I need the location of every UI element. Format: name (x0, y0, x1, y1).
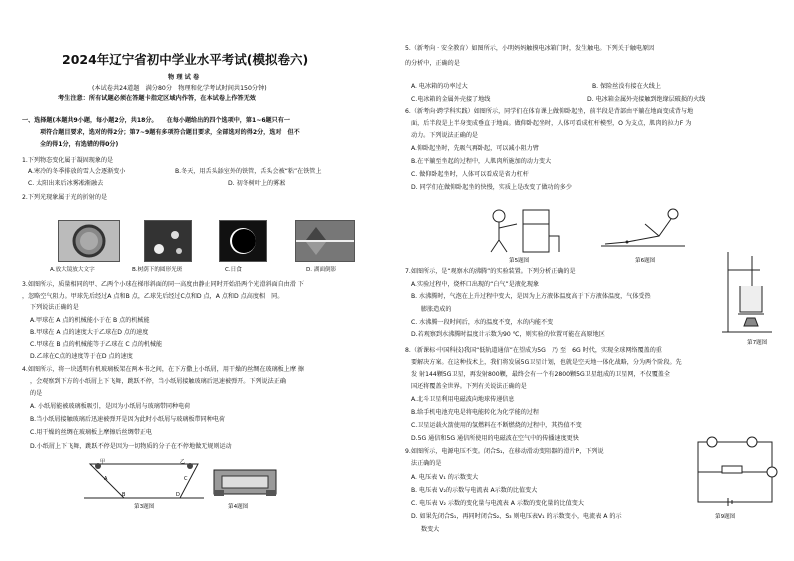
pivot-o (626, 241, 629, 244)
tree-shadow-photo (144, 220, 192, 262)
fig3-label-yi: 乙 (180, 459, 186, 465)
q5-line2: 的分析中，正确的是 (405, 60, 460, 67)
q4-option-c: C.用干燥的丝绸在玻璃板上摩擦后丝绸带正电 (30, 429, 152, 436)
subject-title: 物 理 试 卷 (168, 74, 200, 81)
fig7-boiling-setup (722, 250, 774, 336)
magnifier-photo (58, 220, 120, 262)
exam-info: (本试卷共24道题 满分80分 物理和化学考试时间共150分钟) (92, 85, 267, 92)
fig3-caption: 第3题图 (134, 504, 155, 510)
q6-line3: 动力。下列说法正确的是 (411, 132, 479, 139)
exam-title: 2024年辽宁省初中学业水平考试(模拟卷六) (62, 52, 309, 67)
ball-yi (187, 463, 193, 469)
q2-caption-d: D. 湖面倒影 (306, 267, 337, 273)
fig6-situp-diagram (597, 206, 689, 250)
q9-option-b: B. 电压表 V₂的示数与电流表 A示数的比值变大 (411, 487, 538, 494)
reflection-icon (296, 221, 354, 261)
q6-line1: 6.（新考向·跨学科实践）如图所示，同学们在体育课上做仰卧起坐，前半段是背部由平躺在地面变成背与地 (405, 108, 694, 115)
fig4-caption: 第4题图 (228, 504, 249, 510)
q7-option-d: D.若观察到水沸腾时温度计示数为90 ℃，则实验的位置可能在高原地区 (411, 331, 605, 338)
q6-option-c: C. 做仰卧起坐时，人体可以看成是省力杠杆 (411, 171, 529, 178)
eclipse-icon (220, 221, 266, 261)
q9-line2: 法正确的是 (411, 460, 442, 467)
q3-option-b: B.甲球在 A 点的速度大于乙球在D 点的速度 (30, 329, 149, 336)
fig5-fridge-diagram (483, 206, 563, 256)
eclipse-photo (219, 220, 267, 262)
q2-stem: 2.下列光现象属于光的折射的是 (22, 194, 108, 201)
q1-stem: 1.下列物态变化属于凝固现象的是 (22, 157, 114, 164)
q5-option-b: B. 保险丝没有接在火线上 (592, 83, 661, 90)
voltmeter-v2 (747, 437, 757, 447)
q6-line2: 面，后半段是上半身变成垂直于地面。做仰卧起坐时，人体可看成杠杆模型，O 为支点，肌肉的拉力F 为 (411, 120, 692, 127)
magnifier-icon (59, 221, 119, 261)
q3-option-a: A.甲球在 A 点的机械能小于在 B 点的机械能 (30, 317, 150, 324)
q8-line1: 8.（新课标·中国科技)我国“低轨道通信”在望成为5G 乃 至 6G 时代，实现全球网络覆盖的重 (405, 347, 662, 354)
q3-line3: 下列说法正确的是 (30, 304, 79, 311)
q3-option-d: D.乙球在C点的速度等于在D 点的速度 (30, 353, 133, 360)
alcohol-lamp (744, 318, 758, 326)
q2-caption-b: B.树荫下的圆形光斑 (132, 267, 183, 273)
fig5-caption: 第5题图 (509, 258, 530, 264)
q9-option-d1: D. 如果先闭合S₁，再同时闭合S₂、S₃ 则电压表V₁ 的示数变小，电流表 A 的示 (411, 513, 622, 520)
fig3-label-jia: 甲 (100, 459, 106, 465)
q5-line1: 5.（新考向 · 安全教育）如图所示，小明妈妈触摸电冰箱门时，发生触电。下列关于触电原因 (405, 45, 655, 52)
section1-heading-2: 项符合题目要求，选对的得2分；第7~9题有多项符合题目要求，全部选对的得2分，选对 但不 (40, 129, 300, 136)
q4-line1: 4.如图所示，将一块透明有机玻璃板架在两本书之间，在下方撒上小纸屑，用干燥的丝绸在玻璃板上摩 擦 (22, 366, 304, 373)
q1-option-d: D. 初冬树叶上的雾凇 (228, 180, 286, 187)
q8-option-b: B.给手机电池充电是将电能转化为化学能的过程 (411, 409, 539, 416)
fig9-circuit-diagram (692, 436, 778, 508)
q7-option-b1: B. 水沸腾时，气泡在上升过程中变大，是因为上方液体温度高于下方液体温度，气体受热 (411, 293, 651, 300)
fig3-label-c: C (184, 476, 188, 482)
q7-option-c: C. 水沸腾一段时间后，水的温度不变，水的内能不变 (411, 319, 554, 326)
q4-line2: ，会观察到下方的小纸屑上下飞舞，跳跃不停，当小纸屑接触玻璃后迅速被弹开。下列说法正确 (30, 378, 286, 385)
exam-notice: 考生注意：所有试题必须在答题卡指定区域内作答，在本试卷上作答无效 (58, 95, 256, 102)
q6-option-a: A.仰卧起坐时，先吸气再卧起，可以减小阻力臂 (411, 145, 539, 152)
section1-heading-1: 一、选择题(本题共9小题，每小题2分，共18分。 在每小题给出的四个选项中，第1~6题只有一 (22, 117, 290, 124)
fig9-caption: 第9题图 (715, 514, 736, 520)
q7-line1: 7.如图所示，是“观察水的沸腾”的实验装置。下列分析正确的是 (405, 268, 576, 275)
q4-line3: 的是 (30, 390, 43, 397)
ammeter-a (767, 467, 777, 477)
q2-caption-a: A.放大镜放大文字 (50, 267, 95, 273)
light-spot-icon (145, 221, 191, 261)
fig3-slopes-diagram (84, 458, 204, 502)
q9-line1: 9.如图所示，电源电压不变。闭合S₁，在移动滑动变阻器的滑片P，下列说 (405, 448, 604, 455)
fig7-caption: 第7题图 (747, 340, 768, 346)
q6-option-d: D. 同学们在做仰卧起坐的快慢，实质上是改变了做功的多少 (411, 184, 572, 191)
section1-heading-3: 全的得1分，有选错的得0分) (40, 141, 119, 148)
q5-option-a: A. 电冰箱的功率过大 (411, 83, 468, 90)
q3-line1: 3.如图所示，质量相同的甲、乙两个小球在梯形斜面的同一高度由静止同时开始沿两个光滑斜面自由滑 下 (22, 281, 304, 288)
fig6-caption: 第6题图 (635, 258, 656, 264)
q1-option-b: B.冬天，用舌头舔室外的铁管，舌头会被“粘”在铁管上 (175, 168, 322, 175)
fig4-glass-plate-diagram (212, 466, 278, 498)
q5-option-c: C.电冰箱的金属外壳接了地线 (411, 96, 491, 103)
q7-option-a: A.实验过程中，烧杯口出现的“白气”是液化现象 (411, 281, 540, 288)
q9-option-c: C. 电压表 V₂ 示数的变化量与电流表 A 示数的变化量的比值变大 (411, 500, 584, 507)
q4-option-b: B.当小纸屑接触玻璃后迅速被弹开是因为此时小纸屑与玻璃板带同种电荷 (30, 416, 226, 423)
q4-option-a: A. 小纸屑能被玻璃板吸引，是因为小纸屑与玻璃带同种电荷 (30, 403, 191, 410)
q6-option-b: B.在平躺至坐起的过程中，人肌肉所施加的动力变大 (411, 158, 552, 165)
q9-option-d2: 数变大 (421, 526, 440, 533)
q7-option-b2: 膨胀造成的 (421, 306, 452, 313)
q8-line2: 要解决方案。在这种技术上，我们将发展5G卫星计划，也就是空天地一体化战略，分为两个阶段。先 (411, 359, 682, 366)
q8-option-a: A.北斗卫星利用电磁波向地球传递信息 (411, 396, 515, 403)
q8-line4: 国还将覆盖全世界。下列有关说法正确的是 (411, 383, 527, 390)
rheostat (722, 466, 742, 473)
fig3-label-d: D (176, 492, 180, 498)
q1-option-c: C. 太阳出来后冰雾凇渐融去 (28, 180, 104, 187)
fig3-label-a: A (104, 476, 108, 482)
q3-option-c: C.甲球在 B 点的机械能等于乙球在 C 点的机械能 (30, 341, 163, 348)
lake-reflection-photo (295, 220, 355, 262)
fig3-label-b: B (122, 492, 126, 498)
q8-option-d: D.5G 通信和5G 通信所使用的电磁波在空气中的传播速度更快 (411, 435, 579, 442)
voltmeter-v1 (707, 437, 717, 447)
q2-caption-c: C.日食 (225, 267, 242, 273)
q3-line2: ，忽略空气阻力。甲球先后经过A 点和B 点，乙球先后经过C点和D 点，A 点和D 点高度相 同。 (22, 293, 284, 300)
q5-option-d: D. 电冰箱金属外壳接触到绝缘层破损的火线 (587, 96, 706, 103)
q8-option-c: C.卫星运载火箭使用的氢燃料在不断燃烧的过程中，其热值不变 (411, 422, 582, 429)
q1-option-a: A.寒冷的冬季排放的雪人会逐渐变小 (28, 168, 126, 175)
q4-option-d: D.小纸屑上下飞舞，跳跃不停是因为一切物质的分子在不停地做无规则运动 (30, 443, 232, 450)
q9-option-a: A. 电压表 V₁ 的示数变大 (411, 474, 479, 481)
q8-line3: 发 射144颗5G卫星，再发射800颗，最终会有一个有2800颗5G卫星组成的卫星网，不仅覆盖全 (411, 371, 670, 378)
